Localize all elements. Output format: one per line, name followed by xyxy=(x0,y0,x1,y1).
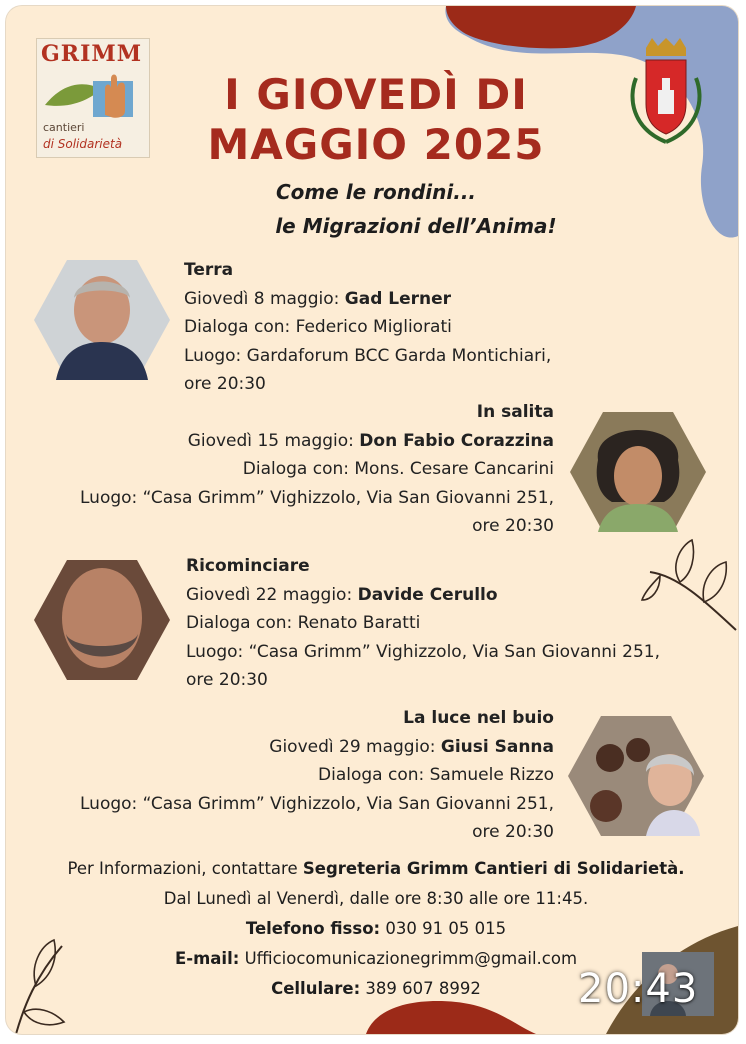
grimm-logo xyxy=(36,38,150,158)
event-la-luce-nel-buio xyxy=(16,704,554,847)
footer-info: Per Informazioni, contattare Segreteria Grimm Cantieri di Solidarietà. xyxy=(67,859,685,878)
event-place: Luogo: “Casa Grimm” Vighizzolo, Via San Giovanni 251, xyxy=(80,487,554,508)
footer-phone: Telefono fisso: 030 91 05 015 xyxy=(245,919,507,938)
footer-org: Segreteria Grimm Cantieri di Solidarietà. xyxy=(302,859,685,878)
subtitle-line2: le Migrazioni dell’Anima! xyxy=(275,214,557,238)
event-dialog: Dialoga con: Samuele Rizzo xyxy=(318,765,554,785)
event-date: Giovedì 29 maggio: Giusi Sanna xyxy=(269,736,554,757)
event-place: Luogo: “Casa Grimm” Vighizzolo, Via San Giovanni 251, xyxy=(80,793,554,814)
event-time: ore 20:30 xyxy=(186,670,268,690)
title-line2: MAGGIO 2025 xyxy=(207,120,545,169)
event-time: ore 20:30 xyxy=(184,374,266,394)
event-date: Giovedì 15 maggio: Don Fabio Corazzina xyxy=(187,430,554,451)
event-dialog: Dialoga con: Renato Baratti xyxy=(186,613,421,633)
poster xyxy=(6,6,738,1034)
logo-line1: cantieri xyxy=(43,121,85,134)
footer-hours: Dal Lunedì al Venerdì, dalle ore 8:30 alle ore 11:45. xyxy=(163,889,589,908)
overlay-time: 20:43 xyxy=(578,966,699,1012)
event-dialog: Dialoga con: Mons. Cesare Cancarini xyxy=(242,459,554,479)
event-speaker: Davide Cerullo xyxy=(357,584,498,605)
event-speaker: Don Fabio Corazzina xyxy=(359,430,554,451)
speaker-photo-davide-cerullo xyxy=(32,558,172,682)
event-date: Giovedì 8 maggio: Gad Lerner xyxy=(184,288,452,309)
event-ricominciare xyxy=(186,552,660,695)
subtitle-line1: Come le rondini... xyxy=(275,180,477,204)
event-time: ore 20:30 xyxy=(472,516,554,536)
event-speaker: Gad Lerner xyxy=(344,288,452,309)
event-in-salita xyxy=(16,398,554,541)
event-title: Terra xyxy=(184,260,234,280)
event-title: Ricominciare xyxy=(186,556,310,576)
municipal-crest-icon xyxy=(618,38,714,156)
speaker-photo-don-fabio-corazzina xyxy=(568,410,708,534)
event-title: La luce nel buio xyxy=(403,708,554,728)
event-speaker: Giusi Sanna xyxy=(440,736,554,757)
event-title: In salita xyxy=(476,402,554,422)
event-time: ore 20:30 xyxy=(472,822,554,842)
logo-line2: di Solidarietà xyxy=(43,137,123,151)
event-terra xyxy=(184,256,551,399)
event-place: Luogo: “Casa Grimm” Vighizzolo, Via San Giovanni 251, xyxy=(186,641,660,662)
event-date: Giovedì 22 maggio: Davide Cerullo xyxy=(186,584,498,605)
event-place: Luogo: Gardaforum BCC Garda Montichiari, xyxy=(184,345,552,366)
hand-logo-icon xyxy=(41,65,145,119)
title-line1: I GIOVEDÌ DI xyxy=(224,70,528,119)
speaker-photo-giusi-sanna xyxy=(566,714,706,838)
footer-email: E-mail: Ufficiocomunicazionegrimm@gmail.com xyxy=(174,949,578,968)
footer-mobile: Cellulare: 389 607 8992 xyxy=(271,979,481,998)
event-dialog: Dialoga con: Federico Migliorati xyxy=(184,317,452,337)
logo-brand: GRIMM xyxy=(41,41,143,67)
speaker-photo-gad-lerner xyxy=(32,258,172,382)
